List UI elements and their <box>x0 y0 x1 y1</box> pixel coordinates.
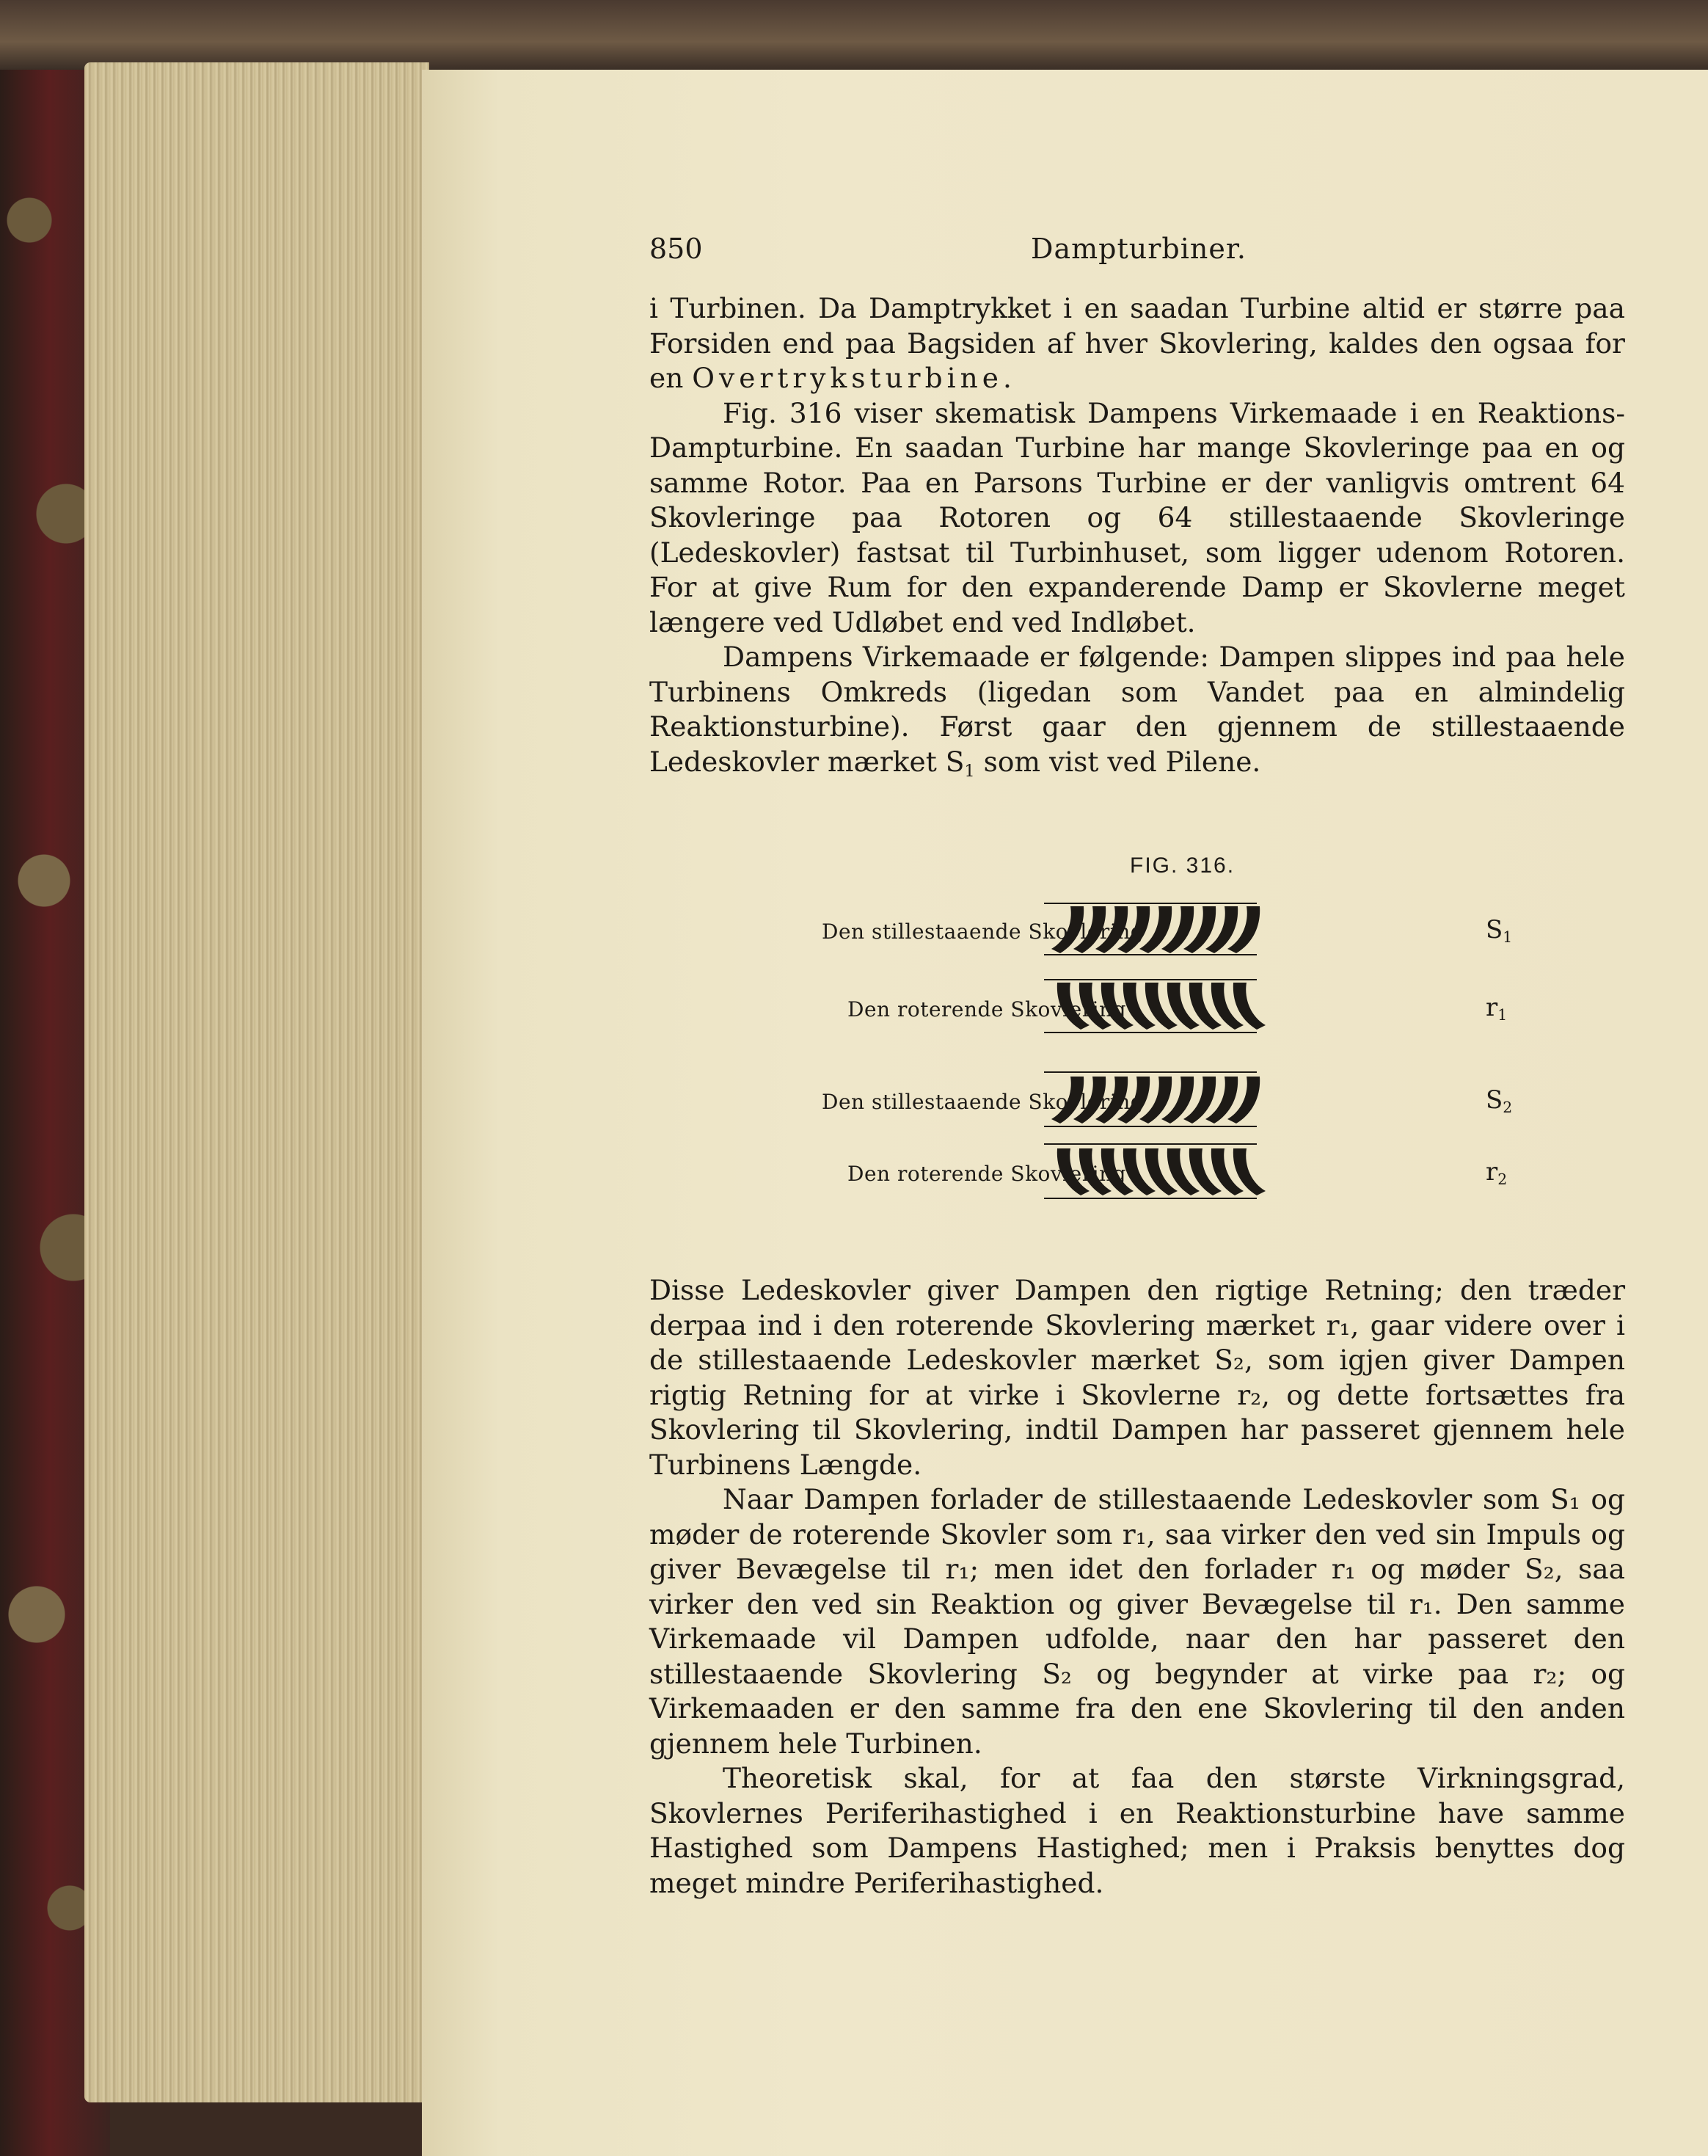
figure-316 <box>693 853 1603 1301</box>
paragraph-6: Theoretisk skal, for at faa den største Virkningsgrad, Skovlernes Periferihastighed i en Reaktionsturbine have samme Hastighed som Dampens Hastighed; men i Praksis benyttes dog meget mindre Periferihastighed. <box>649 1762 1625 1899</box>
text-block-bottom <box>649 1273 1625 1901</box>
book-binding <box>0 0 1708 70</box>
row-label-r1: Den roterende Skovlering <box>847 997 1127 1021</box>
row-label-s2: Den stillestaaende Skovlering <box>822 1090 1145 1114</box>
paragraph-1: i Turbinen. Da Damptrykket i en saadan Turbine altid er større paa Forsiden end paa Bagsiden af hver Skovlering, kaldes den ogsaa for en Overtryksturbine. <box>649 292 1625 394</box>
row-tag-r1: $r_1$ <box>1486 993 1508 1024</box>
running-head: Dampturbiner. <box>1031 233 1247 265</box>
row-label-s1: Den stillestaaende Skovlering <box>822 919 1145 944</box>
paragraph-2: Fig. 316 viser skematisk Dampens Virkemaade i en Reaktions-Dampturbine. En saadan Turbine har mange Skovleringe paa en og samme Rotor. Paa en Parsons Turbine er der vanligvis omtrent 64 Skovleringe paa Rotoren og 64 stillestaaende Skovleringe (Ledeskovler) fastsat til Turbinhuset, som ligger udenom Rotoren. For at give Rum for den expanderende Damp er Skovlerne meget længere ved Udløbet end ved Indløbet. <box>649 396 1625 638</box>
figure-title: FIG. 316. <box>1130 853 1236 878</box>
page-number: 850 <box>649 233 703 265</box>
row-tag-s1: $S_1$ <box>1486 915 1513 947</box>
row-tag-s2: $S_2$ <box>1486 1085 1513 1117</box>
paragraph-5: Naar Dampen forlader de stillestaaende Ledeskovler som S₁ og møder de roterende Skovler som r₁, saa virker den ved sin Impuls og giver Bevægelse til r₁; men idet den forlader r₁ og møder S₂, saa virker den ved sin Reaktion og giver Bevægelse til r₁. Den samme Virkemaade vil Dampen udfolde, naar den har passeret den stillestaaende Skovlering S₂ og begynder at virke paa r₂; og Virkemaaden er den samme fra den ene Skovlering til den anden gjennem hele Turbinen. <box>649 1483 1625 1760</box>
paragraph-4: Disse Ledeskovler giver Dampen den rigtige Retning; den træder derpaa ind i den roterende Skovlering mærket r₁, gaar videre over i de stillestaaende Ledeskovler mærket S₂, som igjen giver Dampen rigtig Retning for at virke i Skovlerne r₂, og dette fortsættes fra Skovlering til Skovlering, indtil Dampen har passeret gjennem hele Turbinens Længde. <box>649 1274 1625 1481</box>
text-block-top <box>649 291 1625 789</box>
row-tag-r2: $r_2$ <box>1486 1157 1508 1189</box>
emphasized-term: Overtryksturbine <box>692 362 1003 394</box>
paragraph-3: Dampens Virkemaade er følgende: Dampen slippes ind paa hele Turbinens Omkreds (ligedan som Vandet paa en almindelig Reaktionsturbine). Først gaar den gjennem de stillestaaende Ledeskovler mærket $S_1$ som vist ved Pilene. <box>649 641 1625 781</box>
row-label-r2: Den roterende Skovlering <box>847 1162 1127 1186</box>
book-page <box>422 70 1708 2156</box>
page-header <box>649 233 1552 269</box>
page-edges <box>84 62 429 2102</box>
